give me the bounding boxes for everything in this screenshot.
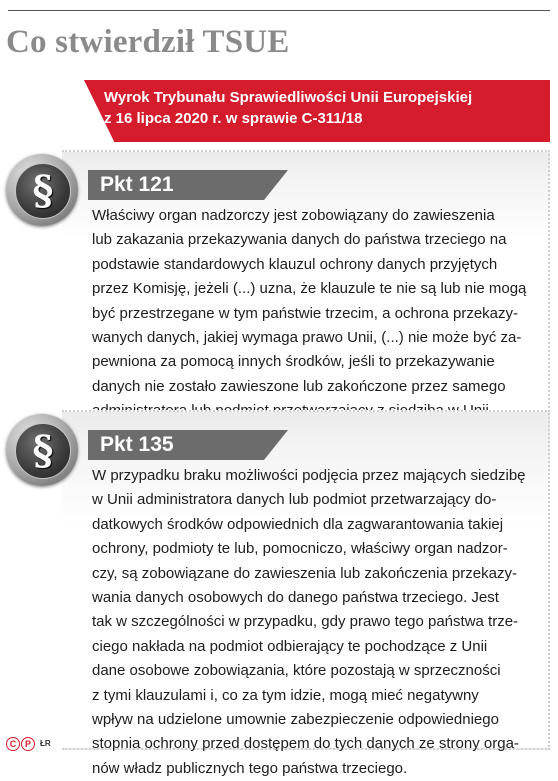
body-line: W przypadku braku możliwości podjęcia przez mających siedzibę [92,467,526,484]
body-line: wpływ na udzielone umownie zabezpieczenie odpowiedniego [92,711,499,729]
paragraph-sign-icon-inner [15,163,71,219]
body-line: wanych danych, jakiej wymaga prawo Unii, (...) nie może być za- [92,329,522,347]
body-line: tak w szczególności w przypadku, gdy prawo tego państwa trze- [92,613,519,631]
paragraph-sign-glyph: § [32,167,54,214]
body-line: Właściwy organ nadzorczy jest zobowiązany do zawieszenia [92,207,495,224]
banner-line-1: Wyrok Trybunału Sprawiedliwości Unii Europejskiej [104,89,473,106]
body-line: dane osobowe zobowiązania, które pozostają w sprzeczności [92,662,501,680]
body-line: w Unii administratora danych lub podmiot przetwarzający do- [92,491,497,509]
publisher-logo [6,737,36,751]
logo-letter: P [21,737,35,751]
body-line: datkowych środków odpowiednich dla zagwarantowania takiej [92,515,504,533]
body-line: podstawie standardowych klauzul ochrony danych przyjętych [92,255,498,273]
body-line: z tymi klauzulami i, co za tym idzie, mogą mieć negatywny [92,686,479,704]
case-banner-text [104,87,544,129]
top-rule [8,10,550,11]
paragraph-sign-icon [6,414,78,486]
body-line: wania danych osobowych do danego państwa trzeciego. Jest [92,589,499,607]
body-line: stopnia ochrony przed dostępem do tych danych ze strony orga- [92,735,519,753]
body-line: pewniona za pomocą innych środków, jeśli to przekazywanie [92,353,495,371]
logo-letter: C [6,737,20,751]
section-label: Pkt 135 [100,433,174,456]
section-body [92,464,542,781]
section-pkt-135 [0,410,558,777]
body-line: lub zakazania przekazywania danych do państwa trzeciego na [92,231,507,249]
body-line: nów władz publicznych tego państwa trzeciego. [92,759,408,777]
body-line: ochrony, podmioty te lub, pomocniczo, właściwy organ nadzor- [92,540,508,558]
section-pkt-121 [0,150,558,412]
paragraph-sign-icon [6,154,78,226]
body-line: przez Komisję, jeżeli (...) uzna, że klauzule te nie są lub nie mogą [92,280,527,298]
paragraph-sign-glyph: § [32,427,54,474]
section-body [92,204,542,424]
banner-line-2: z 16 lipca 2020 r. w sprawie C-311/18 [104,110,363,127]
body-line: danych nie zostało zawieszone lub zakończone przez samego [92,377,506,395]
paragraph-sign-icon-inner [15,423,71,479]
body-line: czy, są zobowiązane do zawieszenia lub zakończenia przekazy- [92,564,517,582]
page-title: Co stwierdził TSUE [6,24,290,60]
section-label: Pkt 121 [100,173,174,196]
author-initials: ŁR [40,739,51,748]
body-line: ciego nakłada na podmiot odbierający te pochodzące z Unii [92,637,488,655]
body-line: być przestrzegane w tym państwie trzecim, a ochrona przekazy- [92,304,518,322]
